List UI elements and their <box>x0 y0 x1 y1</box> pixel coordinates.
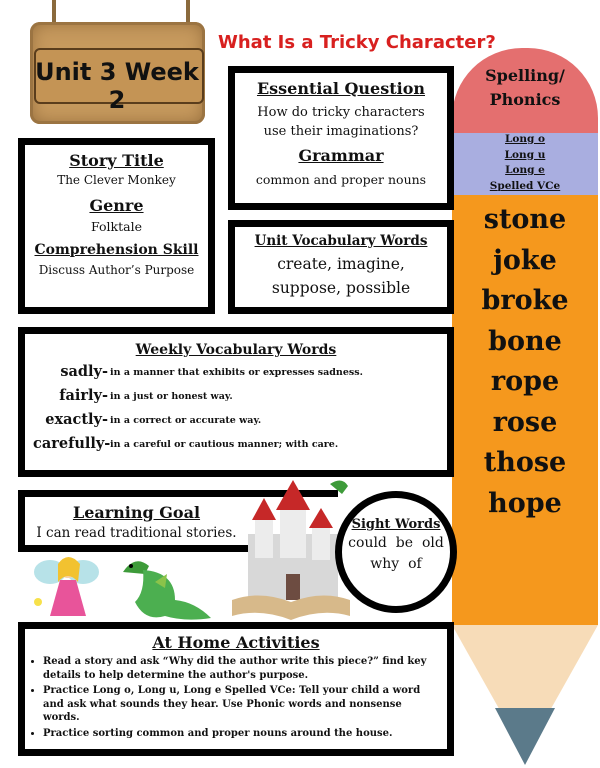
spelling-word: broke <box>481 285 569 316</box>
vocab-word: sadly- <box>60 363 108 380</box>
comprehension-skill-heading: Comprehension Skill <box>34 242 199 258</box>
sight-words-line: why of <box>370 556 422 572</box>
sight-words-circle <box>335 491 457 613</box>
vocab-definition: in a careful or cautious manner; with care. <box>110 439 339 450</box>
spelling-patterns <box>452 132 598 194</box>
spelling-word: rose <box>492 406 558 438</box>
unit-vocab-words: create, imagine, suppose, possible <box>271 255 411 297</box>
spelling-word: hope <box>488 487 562 519</box>
grammar-text: common and proper nouns <box>255 172 427 187</box>
vocab-word: carefully- <box>33 435 111 452</box>
activity-item: • Practice sorting common and proper nouns around the house. <box>43 727 441 741</box>
vocab-word: fairly- <box>59 387 108 404</box>
story-title: The Clever Monkey <box>57 173 176 187</box>
home-activities-heading: At Home Activities <box>152 633 320 652</box>
pattern-item: Long o <box>504 133 546 145</box>
spelling-word: bone <box>488 325 562 357</box>
spelling-word: joke <box>493 244 557 276</box>
comprehension-skill: Discuss Author’s Purpose <box>38 263 195 277</box>
spelling-word: those <box>483 447 567 478</box>
spelling-word: rope <box>490 366 560 397</box>
vocab-definition: in a correct or accurate way. <box>110 415 262 426</box>
dragon-illustration <box>115 552 215 626</box>
learning-goal-text: I can read traditional stories. <box>36 525 237 541</box>
page-title: What Is a Tricky Character? <box>218 32 496 53</box>
spelling-word: stone <box>483 204 567 235</box>
vocab-definition: in a just or honest way. <box>110 391 233 402</box>
vocab-definition: in a manner that exhibits or expresses sadness. <box>110 367 363 378</box>
spelling-words <box>452 200 598 524</box>
fairy-wand-star <box>34 598 42 606</box>
castle-illustration <box>230 474 352 624</box>
essential-question-heading: Essential Question <box>256 79 426 98</box>
fairy-hair <box>58 557 80 582</box>
castle-tower <box>255 518 273 558</box>
castle-door <box>286 574 300 600</box>
small-dragon <box>330 480 348 494</box>
home-activities-list <box>25 655 447 740</box>
essential-question-text: How do tricky characters use their imaginations? <box>257 105 425 139</box>
unit-week-label: Unit 3 Week 2 <box>35 58 199 114</box>
castle-tower <box>280 508 306 558</box>
dragon-body <box>135 570 211 620</box>
essential-question-box <box>228 66 454 210</box>
castle-roof <box>309 508 333 528</box>
learning-goal-box <box>18 490 248 552</box>
pattern-item: Spelled VCe <box>489 179 561 192</box>
fairy-illustration <box>28 550 108 626</box>
sight-words-heading: Sight Words <box>351 517 441 532</box>
castle-roof <box>252 498 276 520</box>
castle-roof <box>276 480 310 510</box>
pattern-item: Long u <box>504 148 546 161</box>
castle-tower <box>312 526 330 560</box>
pattern-item: Long e <box>505 164 545 176</box>
genre-heading: Genre <box>89 196 144 215</box>
weekly-vocab-words <box>18 363 111 453</box>
home-activities-box <box>18 622 454 756</box>
learning-goal-heading: Learning Goal <box>72 503 201 522</box>
fairy-dress <box>50 580 86 616</box>
pencil-tip <box>495 708 555 765</box>
unit-vocab-box <box>228 220 454 314</box>
vocab-word: exactly- <box>45 411 108 428</box>
activity-item: • Practice Long o, Long u, Long e Spelled VCe: Tell your child a word and ask what sounds they hear. Use Phonic words and nonsense words. <box>43 684 441 725</box>
spelling-heading: Spelling/ Phonics <box>485 66 565 109</box>
sight-words-line: could be old <box>348 535 444 551</box>
activity-item: • Read a story and ask “Why did the author write this piece?” find key details to help determine the author's purpose. <box>43 655 441 682</box>
grammar-heading: Grammar <box>298 146 384 165</box>
story-title-heading: Story Title <box>69 151 164 170</box>
weekly-vocab-heading: Weekly Vocabulary Words <box>135 342 337 358</box>
genre: Folktale <box>91 219 142 234</box>
unit-vocab-heading: Unit Vocabulary Words <box>254 233 428 249</box>
dragon-eye <box>129 564 133 568</box>
story-box <box>18 138 215 314</box>
